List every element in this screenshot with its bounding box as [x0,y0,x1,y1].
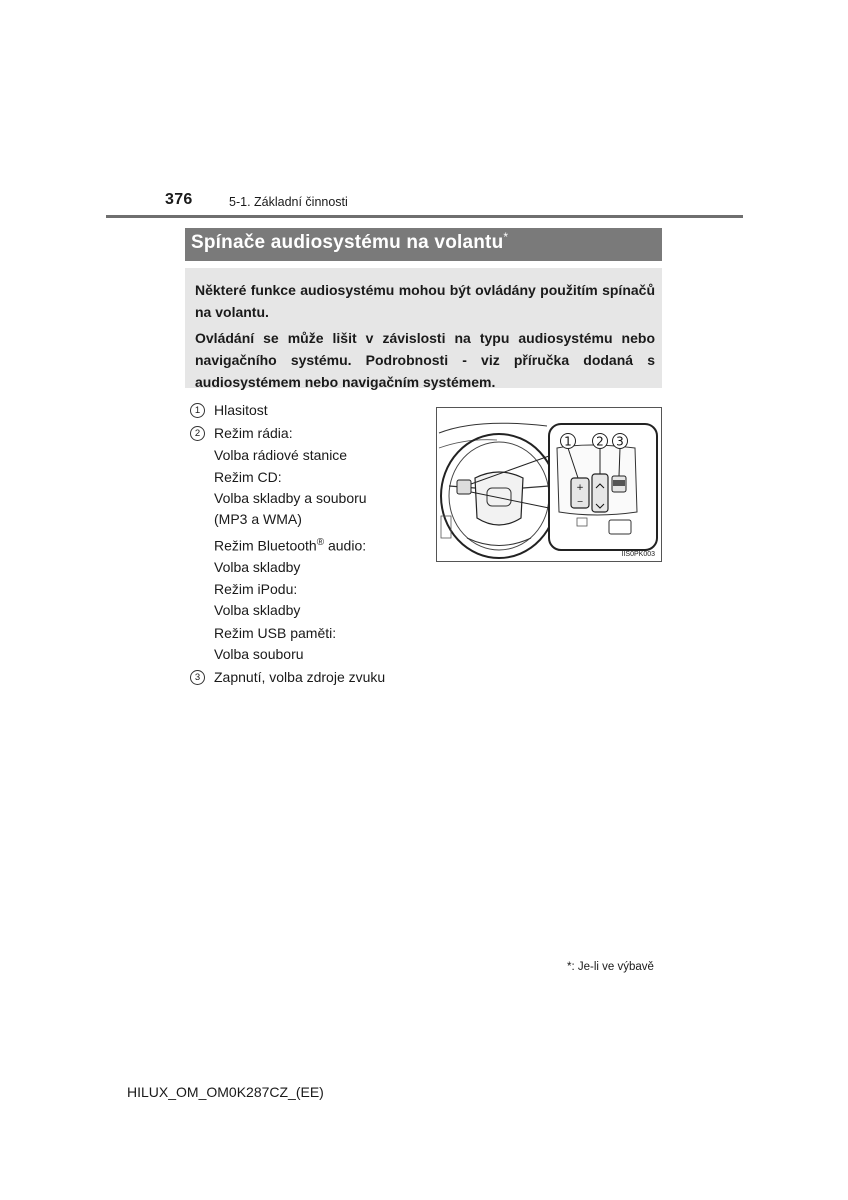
bluetooth-suffix: audio: [324,537,367,554]
sub-line: Režim CD: [214,468,282,485]
sub-line: Režim iPodu: [214,581,298,598]
number-circle-2: 2 [190,426,205,441]
sub-line-bluetooth [214,532,420,557]
page-number: 376 [165,191,193,208]
list-item-1 [190,400,420,421]
number-circle-1: 1 [190,403,205,418]
page-title: Spínače audiosystému na volantu [191,232,504,253]
list-item-2 [190,423,420,665]
sub-line: Volba skladby a souboru [214,490,367,507]
intro-paragraph-1: Některé funkce audiosystému mohou být ovládány použitím spínačů na volantu. [195,282,655,320]
switch-list [190,400,420,689]
sub-line: Volba rádiové stanice [214,446,348,463]
sub-line: (MP3 a WMA) [214,511,302,528]
intro-paragraph-2: Ovládání se může lišit v závislosti na typu audiosystému nebo navigačního systému. Podrobnosti - viz příručka dodaná s audiosystémem nebo navigačním systémem. [195,330,655,390]
sub-line: Režim USB paměti: [214,624,337,641]
steering-wheel-illustration [436,407,662,562]
number-circle-3: 3 [190,670,205,685]
section-label: 5-1. Základní činnosti [229,195,348,209]
list-item-3 [190,667,420,688]
svg-text:−: − [576,497,584,506]
list-item-label: Hlasitost [214,402,268,418]
intro-box [185,268,662,388]
steering-wheel-drawing [437,408,661,561]
sub-line: Volba skladby [214,602,301,619]
callout-2: 2 [596,434,604,449]
document-code-footer: HILUX_OM_OM0K287CZ_(EE) [127,1084,324,1100]
callout-3: 3 [616,434,624,449]
registered-mark: ® [316,536,325,548]
svg-text:+: + [576,483,584,493]
list-item-label: Režim rádia: [214,425,293,442]
footnote: *: Je-li ve výbavě [567,961,654,973]
title-footnote-mark: * [503,230,509,244]
list-item-label: Zapnutí, volba zdroje zvuku [214,669,386,686]
image-code: IIS0PK003 [621,551,655,558]
sub-line: Volba skladby [214,558,301,575]
bluetooth-label: Režim Bluetooth [214,537,317,554]
callout-1: 1 [564,434,572,449]
title-bar [185,228,662,261]
header-rule [106,215,743,218]
sub-line: Volba souboru [214,645,304,662]
